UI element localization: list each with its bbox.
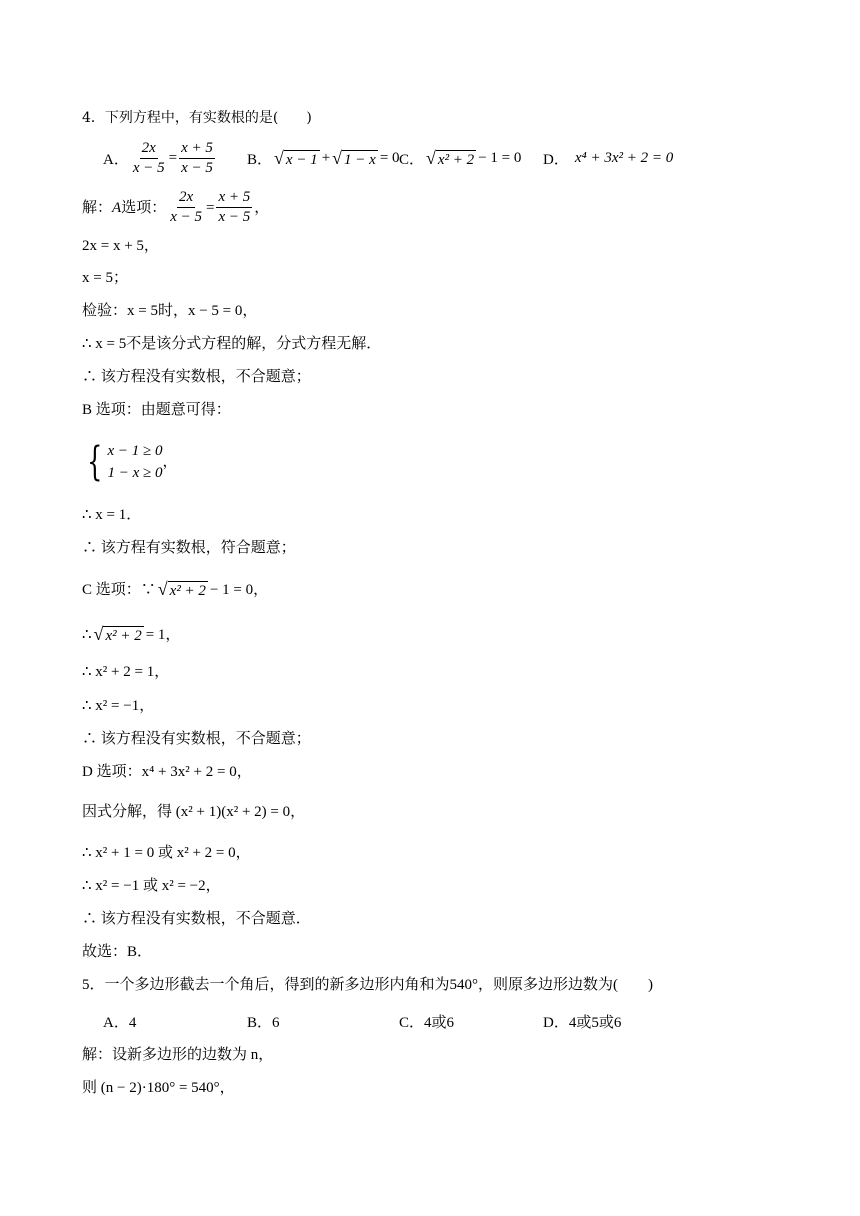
q5-solution-line-2: 则 (n − 2)·180° = 540°， [82, 1080, 235, 1096]
q5-option-d: D．4或5或6 [543, 1015, 622, 1031]
q4-solution-line-12: ∴ √ x² + 2 = 1， [82, 624, 181, 644]
q5-option-b: B．6 [247, 1015, 280, 1031]
q4-solution-line-17: 因式分解，得 (x² + 1)(x² + 2) = 0， [82, 804, 306, 820]
q5-stem: 5．一个多边形截去一个角后，得到的新多边形内角和为540°，则原多边形边数为( ) [82, 977, 653, 993]
sqrt-symbol: √ x² + 2 [157, 579, 206, 599]
q4-solution-line-5: ∴ x = 5不是该分式方程的解，分式方程无解． [82, 336, 382, 352]
q4-solution-line-2: 2x = x + 5， [82, 238, 159, 254]
q4-solution-line-15: ∴ 该方程没有实数根，不合题意； [82, 731, 311, 747]
q4-stem: 4．下列方程中，有实数根的是( ) [82, 110, 312, 126]
q4-solution-line-19: ∴ x² = −1 或 x² = −2， [82, 878, 221, 894]
sqrt-symbol: √ x − 1 [274, 148, 318, 168]
q4-option-a-rhs-fraction: $\frac{x + 5}{x - 5}$ [181, 140, 213, 176]
q4-solution-line-14: ∴ x² = −1， [82, 698, 155, 714]
q4-solution-line-4: 检验：x = 5时，x − 5 = 0， [82, 303, 258, 319]
q4-option-a: A． $\frac{2x}{x - 5}$ = $\frac{x + 5}{x - 5}$ [103, 140, 213, 176]
q5-option-c: C．4或6 [399, 1015, 455, 1031]
q5-option-a: A．4 [103, 1015, 137, 1031]
q4-option-a-lhs-fraction: $\frac{2x}{x - 5}$ [132, 140, 165, 176]
q4-inequality-system: { x − 1 ≥ 0 1 − x ≥ 0 ， [82, 440, 177, 484]
q4-solution-line-13: ∴ x² + 2 = 1， [82, 664, 170, 680]
q4-answer: 故选：B． [82, 944, 153, 960]
q4-solution-line-18: ∴ x² + 1 = 0 或 x² + 2 = 0， [82, 845, 251, 861]
q4-solution-line-10: ∴ 该方程有实数根，符合题意； [82, 540, 296, 556]
q4-option-c: C． √ x² + 2 − 1 = 0 [399, 148, 522, 168]
q4-solution-line-3: x = 5； [82, 270, 128, 286]
sqrt-symbol: √ x² + 2 [93, 624, 142, 644]
q4-solution-line-6: ∴ 该方程没有实数根，不合题意； [82, 369, 311, 385]
sqrt-symbol: √ 1 − x [332, 148, 376, 168]
q5-solution-line-1: 解：设新多边形的边数为 n， [82, 1047, 274, 1063]
q4-solution-line-16: D 选项：x⁴ + 3x² + 2 = 0， [82, 764, 252, 780]
q4-solution-line-11: C 选项：∵ √ x² + 2 − 1 = 0， [82, 579, 269, 599]
q4-option-b: B． √ x − 1 + √ 1 − x = 0 [247, 148, 400, 168]
q4-solution-line-20: ∴ 该方程没有实数根，不合题意． [82, 911, 311, 927]
q4-solution-line-7: B 选项：由题意可得： [82, 402, 231, 418]
sqrt-symbol: √ x² + 2 [426, 148, 475, 168]
q4-solution-line-9: ∴ x = 1． [82, 507, 142, 523]
brace-symbol: { x − 1 ≥ 0 1 − x ≥ 0 [87, 439, 163, 485]
q4-option-d: D． x⁴ + 3x² + 2 = 0 [543, 150, 674, 168]
q4-solution-line-1: 解： A 选项： $\frac{2x}{x - 5}$ = $\frac{x + 5}{x - 5}$ ， [82, 189, 270, 225]
